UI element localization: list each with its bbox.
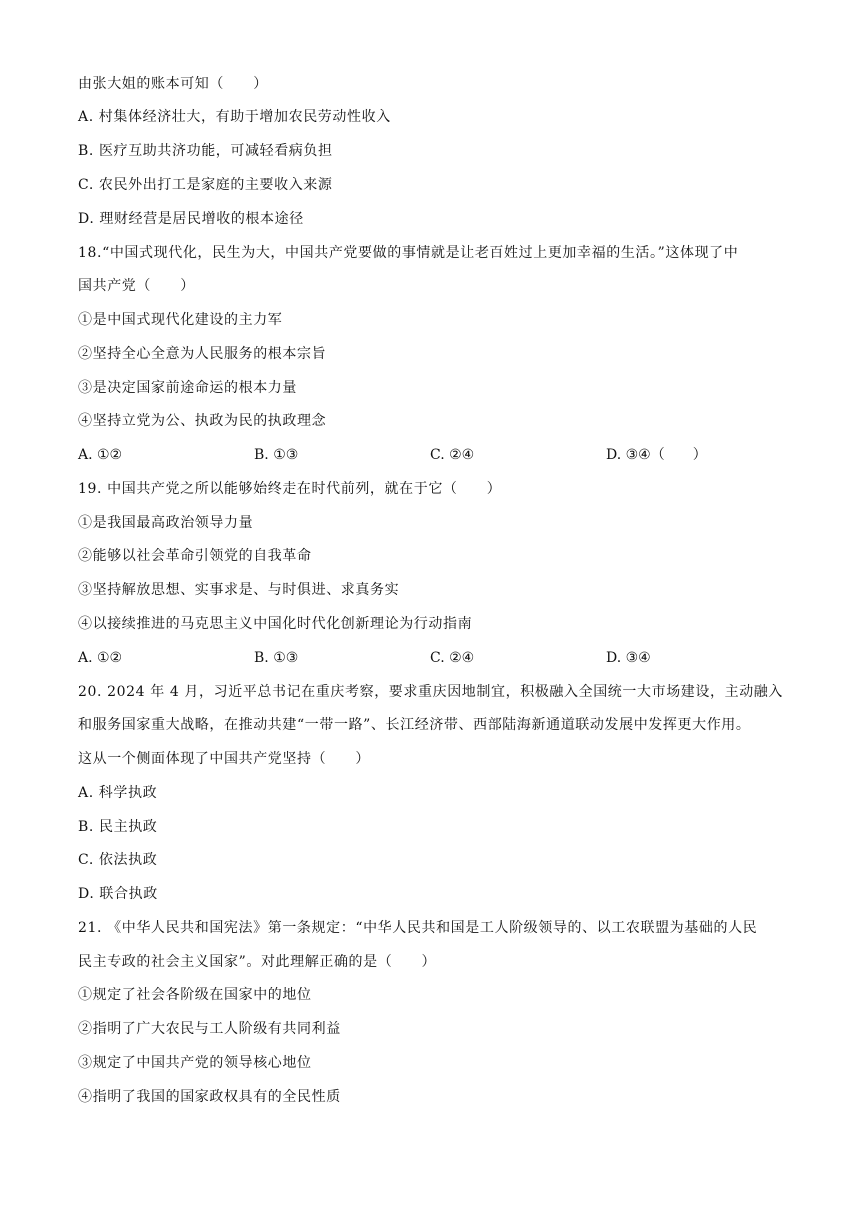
question-17-option-a: A. 村集体经济壮大，有助于增加农民劳动性收入 <box>78 109 391 125</box>
question-17-option-d: D. 理财经营是居民增收的根本途径 <box>78 211 304 227</box>
question-17-option-b: B. 医疗互助共济功能，可减轻看病负担 <box>78 143 333 159</box>
question-20-option-d: D. 联合执政 <box>78 886 158 902</box>
question-21-stem-line-1: 21. 《中华人民共和国宪法》第一条规定：“中华人民共和国是工人阶级领导的、以工农联盟为基础的人民 <box>78 920 758 936</box>
question-20-stem-line-2: 和服务国家重大战略，在推动共建“一带一路”、长江经济带、西部陆海新通道联动发展中发挥更大作用。 <box>78 717 751 733</box>
question-20-option-c: C. 依法执政 <box>78 852 158 868</box>
question-21-stem-line-2: 民主专政的社会主义国家”。对此理解正确的是（ ） <box>78 954 437 970</box>
question-19-item-4: ④以接续推进的马克思主义中国化时代化创新理论为行动指南 <box>78 616 473 632</box>
question-18-choices <box>78 445 778 465</box>
question-19-choice-a: A. ①② <box>78 650 123 666</box>
question-18-item-2: ②坚持全心全意为人民服务的根本宗旨 <box>78 346 327 362</box>
question-18-choice-a: A. ①② <box>78 447 123 463</box>
question-18-stem-line-2: 国共产党（ ） <box>78 278 195 294</box>
question-20-stem-line-3: 这从一个侧面体现了中国共产党坚持（ ） <box>78 751 370 767</box>
question-20-option-a: A. 科学执政 <box>78 785 158 801</box>
question-18-stem-line-1: 18.“中国式现代化，民生为大，中国共产党要做的事情就是让老百姓过上更加幸福的生活。”这体现了中 <box>78 245 739 261</box>
question-18-choice-d: D. ③④（ ） <box>606 447 707 463</box>
question-19-choice-b: B. ①③ <box>254 650 299 666</box>
question-18-choice-b: B. ①③ <box>254 447 299 463</box>
question-21-item-3: ③规定了中国共产党的领导核心地位 <box>78 1055 312 1071</box>
question-18-item-1: ①是中国式现代化建设的主力军 <box>78 312 283 328</box>
question-21-item-1: ①规定了社会各阶级在国家中的地位 <box>78 987 312 1003</box>
question-18-item-4: ④坚持立党为公、执政为民的执政理念 <box>78 413 327 429</box>
question-19-choice-d: D. ③④ <box>606 650 651 666</box>
question-21-item-2: ②指明了广大农民与工人阶级有共同利益 <box>78 1021 341 1037</box>
question-19-stem: 19. 中国共产党之所以能够始终走在时代前列，就在于它（ ） <box>78 481 502 497</box>
question-19-item-3: ③坚持解放思想、实事求是、与时俱进、求真务实 <box>78 582 400 598</box>
question-19-choice-c: C. ②④ <box>430 650 475 666</box>
question-20-stem-line-1: 20. 2024 年 4 月，习近平总书记在重庆考察，要求重庆因地制宜，积极融入全国统一大市场建设，主动融入 <box>78 684 783 700</box>
question-18-item-3: ③是决定国家前途命运的根本力量 <box>78 380 297 396</box>
question-17-stem: 由张大姐的账本可知（ ） <box>78 76 268 92</box>
question-19-item-1: ①是我国最高政治领导力量 <box>78 515 254 531</box>
question-21-item-4: ④指明了我国的国家政权具有的全民性质 <box>78 1089 341 1105</box>
question-20-option-b: B. 民主执政 <box>78 819 158 835</box>
question-19-choices <box>78 648 778 668</box>
question-17-option-c: C. 农民外出打工是家庭的主要收入来源 <box>78 177 333 193</box>
question-19-item-2: ②能够以社会革命引领党的自我革命 <box>78 548 312 564</box>
question-18-choice-c: C. ②④ <box>430 447 475 463</box>
